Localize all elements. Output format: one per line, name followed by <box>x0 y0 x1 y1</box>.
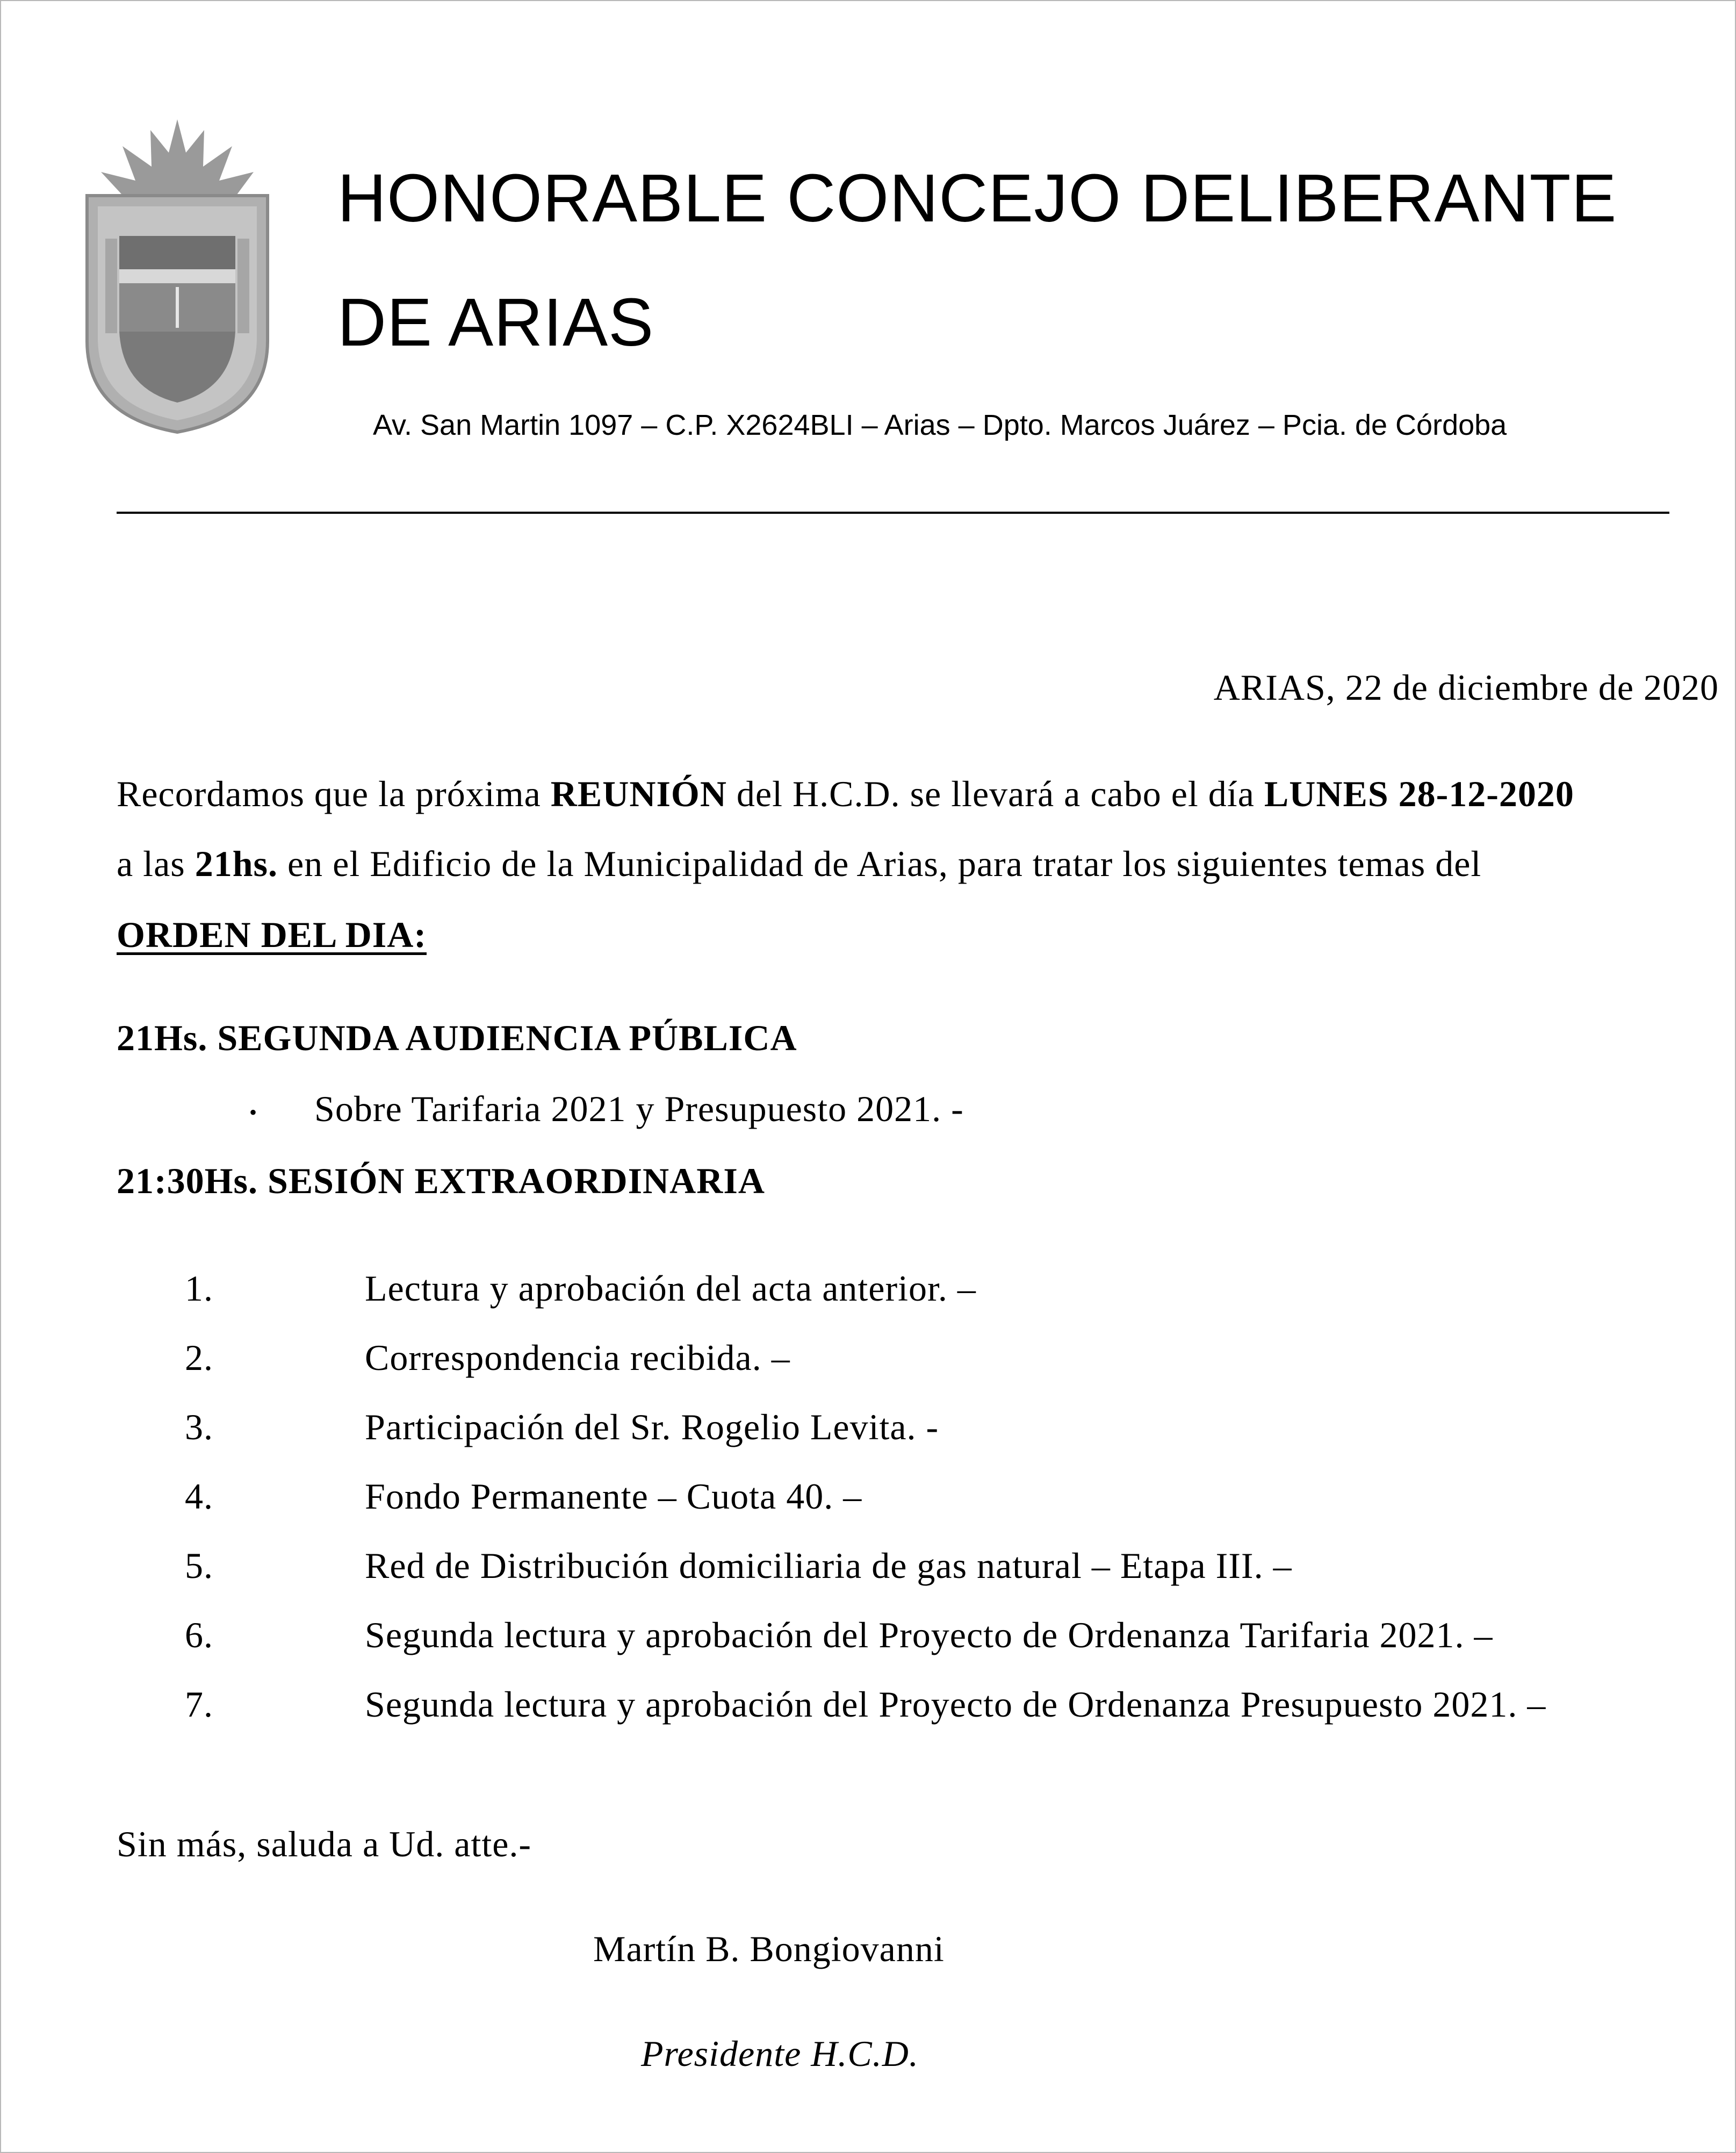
agenda-item <box>117 1545 1702 1587</box>
agenda-item-text: Lectura y aprobación del acta anterior. – <box>365 1268 976 1309</box>
title-line-1: HONORABLE CONCEJO DELIBERANTE <box>337 160 1617 236</box>
agenda-item <box>117 1614 1702 1656</box>
agenda-item-number: 2. <box>185 1337 213 1378</box>
p1-reunion: REUNIÓN <box>550 773 727 814</box>
agenda-item <box>117 1683 1702 1726</box>
title-line-2: DE ARIAS <box>337 284 654 360</box>
agenda-item-text: Red de Distribución domiciliaria de gas natural – Etapa III. – <box>365 1545 1292 1586</box>
header-divider <box>117 512 1669 514</box>
closing-line: Sin más, saluda a Ud. atte.- <box>117 1824 532 1864</box>
bullet-icon: • <box>249 1100 257 1124</box>
agenda-item-text: Correspondencia recibida. – <box>365 1337 790 1378</box>
p2-time-bold: 21hs. <box>195 843 278 884</box>
p2-text-a: a las <box>117 843 195 884</box>
agenda-item-number: 1. <box>185 1268 213 1309</box>
agenda-item-number: 4. <box>185 1476 213 1517</box>
agenda-item-number: 6. <box>185 1614 213 1655</box>
coat-of-arms-logo <box>76 115 278 436</box>
sesion-heading: 21:30Hs. SESIÓN EXTRAORDINARIA <box>117 1160 765 1201</box>
agenda-item-text: Segunda lectura y aprobación del Proyecto de Ordenanza Tarifaria 2021. – <box>365 1614 1493 1655</box>
signer-title: Presidente H.C.D. <box>641 2033 919 2074</box>
agenda-item-text: Fondo Permanente – Cuota 40. – <box>365 1476 862 1517</box>
paragraph-line-1 <box>117 773 1574 815</box>
agenda-item-number: 5. <box>185 1545 213 1586</box>
paragraph-line-2 <box>117 843 1481 885</box>
audiencia-heading: 21Hs. SEGUNDA AUDIENCIA PÚBLICA <box>117 1017 797 1058</box>
agenda-item-number: 7. <box>185 1684 213 1725</box>
audiencia-item: Sobre Tarifaria 2021 y Presupuesto 2021. - <box>314 1088 964 1129</box>
address-line: Av. San Martin 1097 – C.P. X2624BLI – Arias – Dpto. Marcos Juárez – Pcia. de Córdoba <box>373 409 1507 441</box>
agenda-item-text: Segunda lectura y aprobación del Proyecto de Ordenanza Presupuesto 2021. – <box>365 1684 1546 1725</box>
letter-date: ARIAS, 22 de diciembre de 2020 <box>1213 667 1719 708</box>
agenda-item-text: Participación del Sr. Rogelio Levita. - <box>365 1406 939 1447</box>
agenda-item <box>117 1475 1702 1518</box>
p2-text-c: en el Edificio de la Municipalidad de Arias, para tratar los siguientes temas del <box>278 843 1482 884</box>
p1-text-c: del H.C.D. se llevará a cabo el día <box>726 773 1264 814</box>
signer-name: Martín B. Bongiovanni <box>593 1928 945 1969</box>
p1-text-a: Recordamos que la próxima <box>117 773 551 814</box>
p1-date-bold: LUNES 28-12-2020 <box>1264 773 1574 814</box>
agenda-item <box>117 1337 1702 1379</box>
orden-del-dia-heading: ORDEN DEL DIA: <box>117 914 427 955</box>
agenda-item <box>117 1267 1702 1310</box>
agenda-item-number: 3. <box>185 1406 213 1447</box>
agenda-item <box>117 1406 1702 1448</box>
